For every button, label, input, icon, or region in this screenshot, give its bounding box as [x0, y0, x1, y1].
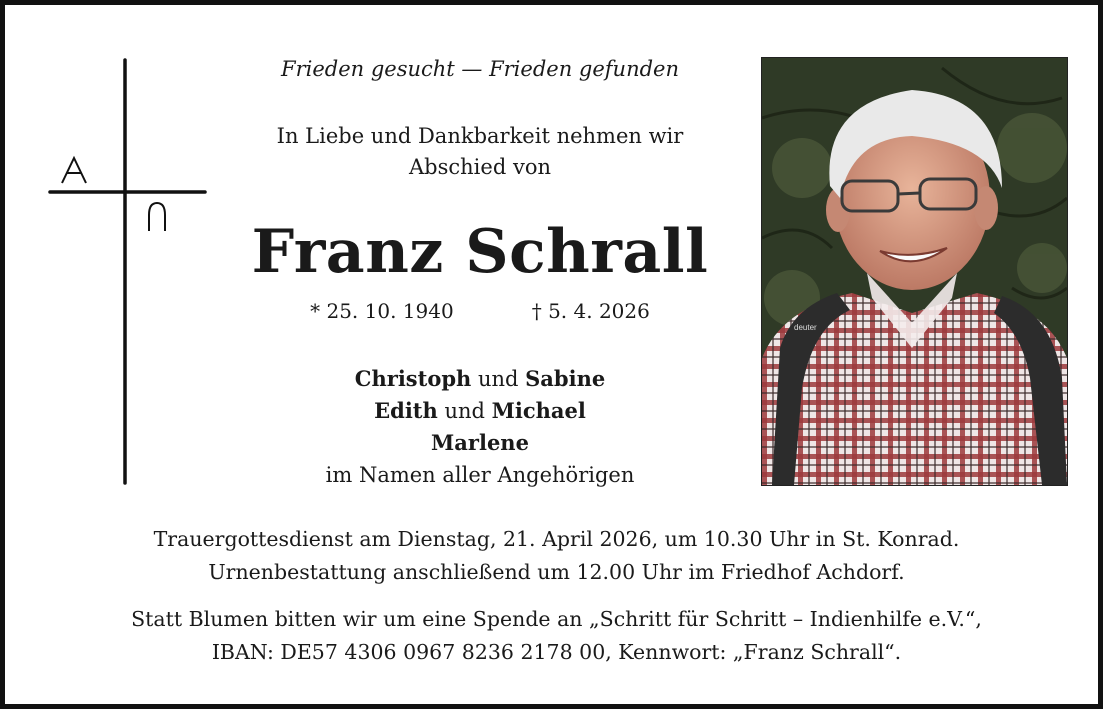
intro-line-2: Abschied von: [409, 155, 551, 179]
portrait-photo: [761, 57, 1068, 486]
service-info: [25, 523, 1088, 589]
backpack-brand-logo: deuter: [794, 323, 817, 332]
family-name: Sabine: [525, 366, 606, 391]
deceased-name: Franz Schrall: [251, 217, 709, 287]
family-name: Marlene: [431, 430, 529, 455]
donation-line-1: Statt Blumen bitten wir um eine Spende an „Schritt für Schritt – Indienhilfe e.V.“,: [131, 607, 982, 631]
family-closing: im Namen aller Angehörigen: [325, 463, 635, 487]
family-line: [230, 427, 730, 459]
birth-date: * 25. 10. 1940: [310, 299, 454, 323]
family-signatures: [230, 363, 730, 491]
family-line: [230, 395, 730, 427]
omega-letter-icon: [149, 203, 165, 231]
family-line: [230, 363, 730, 395]
donation-line-2: IBAN: DE57 4306 0967 8236 2178 00, Kennwort: „Franz Schrall“.: [211, 640, 902, 664]
life-dates: [230, 299, 730, 323]
donation-info: [25, 603, 1088, 669]
family-name: Christoph: [354, 366, 472, 391]
service-line-1: Trauergottesdienst am Dienstag, 21. April 2026, um 10.30 Uhr in St. Konrad.: [153, 527, 960, 551]
intro-text: [230, 121, 730, 183]
ear-right: [974, 186, 998, 230]
family-conjunction: und: [437, 399, 492, 423]
death-date: † 5. 4. 2026: [531, 299, 650, 323]
family-name: Michael: [491, 398, 586, 423]
intro-line-1: In Liebe und Dankbarkeit nehmen wir: [276, 124, 684, 148]
service-line-2: Urnenbestattung anschließend um 12.00 Uhr im Friedhof Achdorf.: [208, 560, 905, 584]
alpha-letter-icon: [62, 158, 86, 183]
family-conjunction: und: [471, 367, 526, 391]
family-name: Edith: [374, 398, 438, 423]
cross-alpha-omega-icon: [45, 55, 210, 490]
motto: Frieden gesucht — Frieden gefunden: [281, 57, 679, 81]
